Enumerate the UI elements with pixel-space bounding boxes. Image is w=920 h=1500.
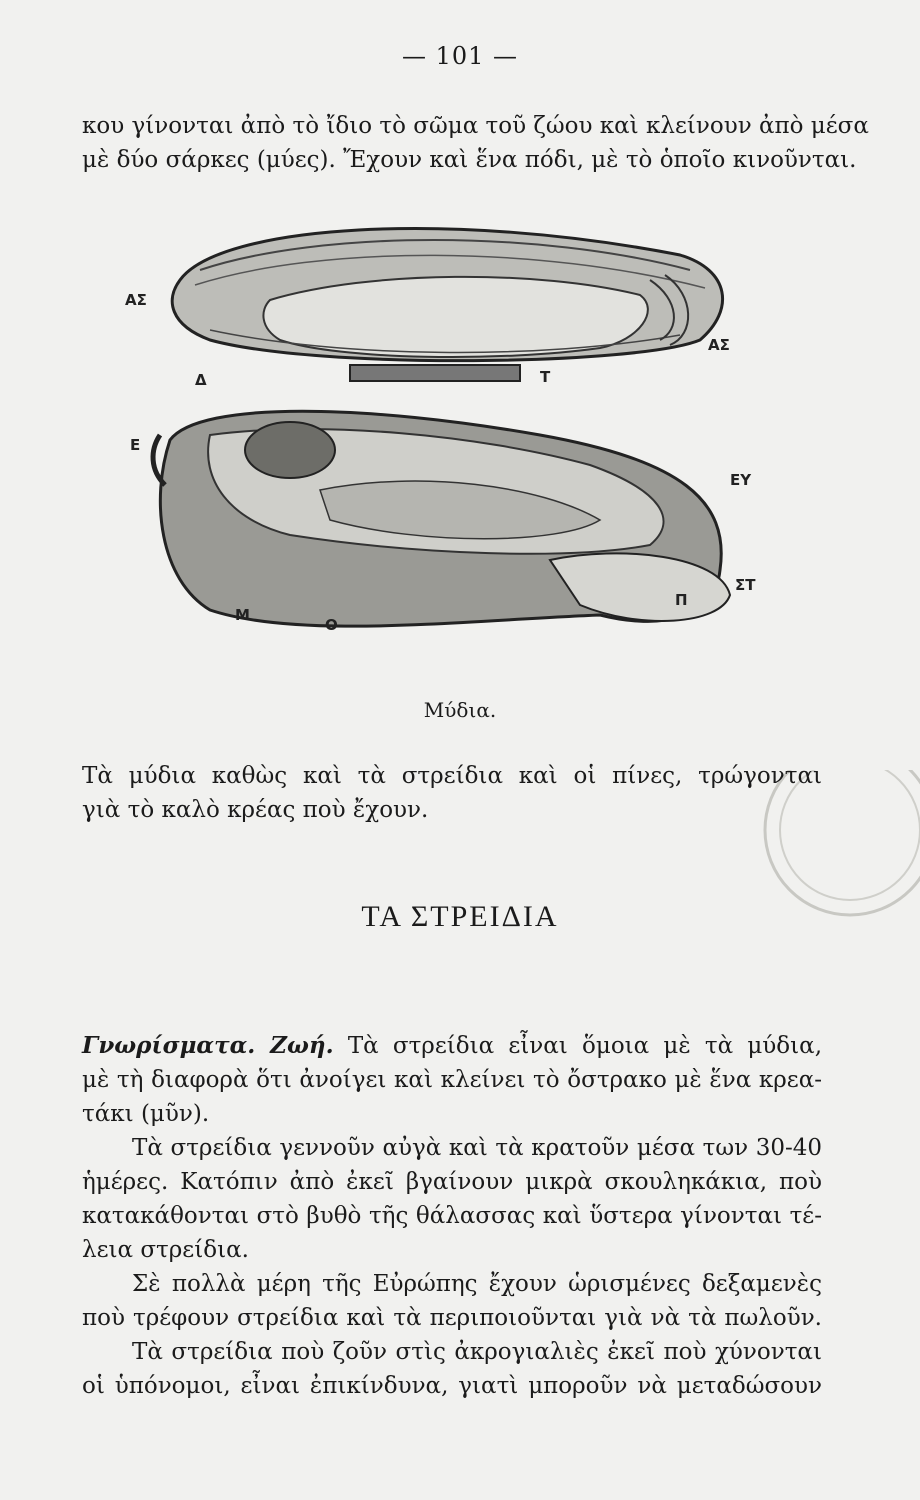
label-t: Τ bbox=[540, 368, 551, 386]
intro-line-1: κου γίνονται ἀπὸ τὸ ἴδιο τὸ σῶμα τοῦ ζώου καὶ κλείνουν ἀπὸ μέσα bbox=[82, 113, 869, 139]
after-figure-line-1: Τὰ μύδια καθὼς καὶ τὰ στρείδια καὶ οἱ πίνες, τρώγονται bbox=[82, 763, 822, 789]
page-number: — 101 — bbox=[401, 42, 519, 70]
label-e: Ε bbox=[130, 436, 141, 454]
upper-valve bbox=[172, 229, 722, 361]
label-d: Δ bbox=[195, 371, 207, 389]
label-st: ΣΤ bbox=[735, 576, 756, 594]
lower-valve bbox=[153, 411, 730, 626]
body-p1-line-1 bbox=[82, 1032, 822, 1060]
body-p2-line-1: Τὰ στρείδια γεννοῦν αὐγὰ καὶ τὰ κρατοῦν μέσα των 30-40 bbox=[132, 1135, 822, 1161]
label-o: Ο bbox=[325, 616, 338, 634]
body-p4-line-2: οἱ ὑπόνομοι, εἶναι ἐπικίνδυνα, γιατὶ μποροῦν νὰ μεταδώσουν bbox=[82, 1373, 822, 1399]
body-p1-line-2: μὲ τὴ διαφορὰ ὅτι ἀνοίγει καὶ κλείνει τὸ ὄστρακο μὲ ἕνα κρεα- bbox=[82, 1067, 822, 1093]
body-p2-line-4: λεια στρείδια. bbox=[82, 1237, 249, 1263]
label-ey: ΕΥ bbox=[730, 471, 752, 489]
after-figure-line-2: γιὰ τὸ καλὸ κρέας ποὺ ἔχουν. bbox=[82, 797, 429, 823]
intro-line-2: μὲ δύο σάρκες (μύες). Ἔχουν καὶ ἕνα πόδι, μὲ τὸ ὁποῖο κινοῦνται. bbox=[82, 147, 857, 173]
label-as-right: ΑΣ bbox=[708, 336, 730, 354]
body-p1-line-1-rest: Τὰ στρείδια εἶναι ὅμοια μὲ τὰ μύδια, bbox=[347, 1033, 823, 1059]
body-p2-line-3: κατακάθονται στὸ βυθὸ τῆς θάλασσας καὶ ὕστερα γίνονται τέ- bbox=[82, 1203, 822, 1229]
body-p1-line-3: τάκι (μῦν). bbox=[82, 1101, 210, 1127]
label-as-left: ΑΣ bbox=[125, 291, 147, 309]
body-p2-line-2: ἡμέρες. Κατόπιν ἀπὸ ἐκεῖ βγαίνουν μικρὰ σκουληκάκια, ποὺ bbox=[82, 1169, 822, 1195]
body-p3-line-1: Σὲ πολλὰ μέρη τῆς Εὐρώπης ἔχουν ὡρισμένες δεξαμενὲς bbox=[132, 1271, 822, 1297]
body-p1-lead: Γνωρίσματα. Ζωή. bbox=[82, 1032, 334, 1059]
section-heading: ΤΑ ΣΤΡΕΙΔΙΑ bbox=[361, 900, 559, 933]
label-m: Μ bbox=[235, 606, 250, 624]
hinge-ligament bbox=[350, 365, 520, 381]
body-p4-line-1: Τὰ στρείδια ποὺ ζοῦν στὶς ἀκρογιαλιὲς ἐκεῖ ποὺ χύνονται bbox=[132, 1339, 822, 1365]
label-p: Π bbox=[675, 591, 688, 609]
mussel-illustration bbox=[120, 200, 780, 660]
body-p3-line-2: ποὺ τρέφουν στρείδια καὶ τὰ περιποιοῦνται γιὰ νὰ τὰ πωλοῦν. bbox=[82, 1305, 822, 1331]
figure-caption: Μύδια. bbox=[423, 698, 497, 722]
